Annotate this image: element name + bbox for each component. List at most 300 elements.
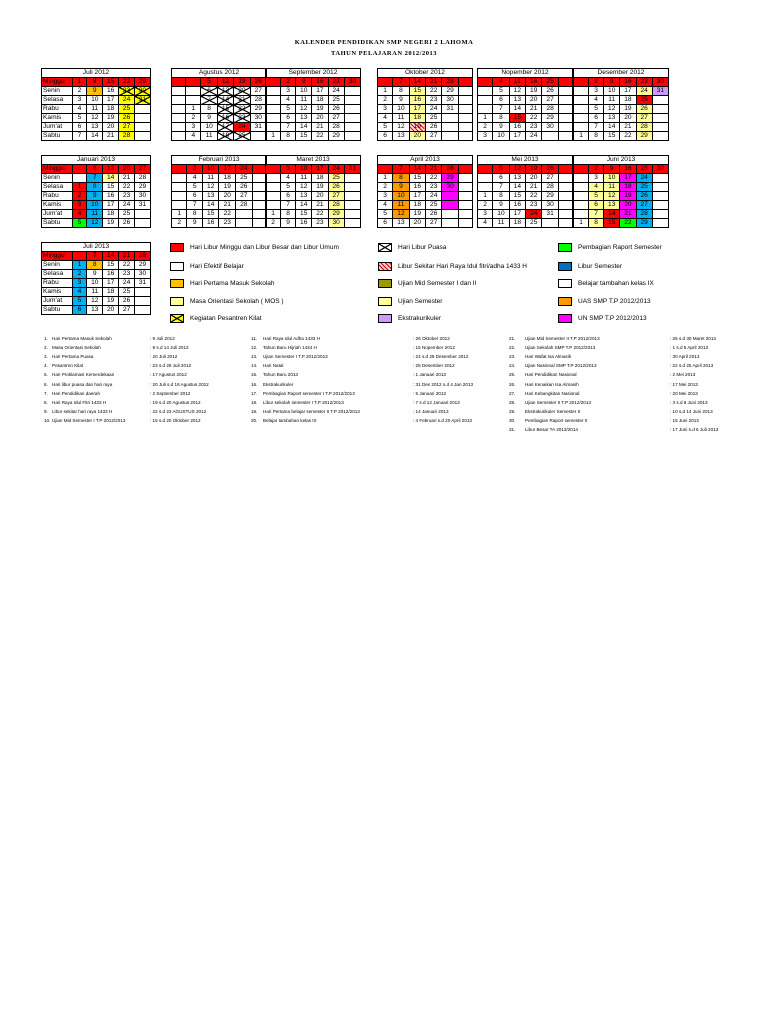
note-date: : 10 s.d 14 Juni 2013	[670, 408, 713, 414]
note-date: : 24 s.d 29 Desember 2012	[413, 354, 469, 360]
day-cell: 21	[526, 183, 542, 192]
day-cell: 30	[442, 96, 458, 105]
note-number: 30.	[509, 417, 516, 423]
day-cell: 2	[266, 219, 281, 228]
day-cell	[72, 174, 87, 183]
note-number: 8.	[44, 399, 48, 405]
day-cell: 26	[636, 192, 652, 201]
day-cell: 3	[589, 87, 604, 96]
day-cell: 4	[589, 183, 604, 192]
day-cell: 7	[393, 78, 409, 87]
weekday-label: Rabu	[42, 279, 73, 288]
day-cell: 13	[393, 132, 409, 141]
day-cell: 23	[312, 219, 328, 228]
note-number: 23.	[509, 354, 516, 360]
day-cell: 21	[103, 132, 119, 141]
month-calendar	[41, 68, 151, 141]
day-cell: 1	[266, 210, 281, 219]
day-cell: 12	[87, 114, 103, 123]
day-cell	[266, 114, 281, 123]
day-cell	[135, 105, 151, 114]
day-cell: 11	[604, 183, 620, 192]
day-cell: 4	[72, 210, 87, 219]
note-number: 28.	[509, 399, 516, 405]
note-number: 29.	[509, 408, 516, 414]
day-cell: 13	[217, 87, 233, 96]
day-cell: 11	[393, 201, 409, 210]
note-label: Hari Pertama Masuk Sekolah	[52, 336, 112, 341]
day-cell: 11	[87, 105, 103, 114]
day-cell: 21	[426, 78, 442, 87]
legend-label: Pembagian Raport Semester	[578, 244, 662, 251]
day-cell: 15	[103, 261, 119, 270]
note-label: Ujian Mid Semester I T.P 2012/2013	[52, 417, 126, 423]
day-cell: 5	[493, 165, 509, 174]
day-cell: 7	[493, 183, 509, 192]
day-cell: 6	[87, 165, 103, 174]
day-cell: 3	[589, 174, 604, 183]
day-cell: 1	[72, 183, 87, 192]
day-cell: 17	[217, 123, 233, 132]
day-cell: 24	[119, 279, 135, 288]
day-cell: 10	[393, 192, 409, 201]
day-cell: 9	[201, 114, 217, 123]
day-cell: 8	[87, 261, 103, 270]
day-cell: 29	[250, 105, 266, 114]
month-title: Maret 2013	[266, 156, 361, 165]
day-cell	[186, 96, 201, 105]
day-cell: 22	[119, 261, 135, 270]
day-cell: 13	[509, 174, 525, 183]
month-calendar	[377, 155, 473, 228]
month-calendar	[265, 155, 361, 228]
note-number: 2.	[44, 345, 48, 351]
day-cell	[344, 105, 360, 114]
legend-swatch	[558, 297, 572, 306]
day-cell: 26	[542, 165, 558, 174]
day-cell: 27	[542, 174, 558, 183]
day-cell: 29	[442, 174, 458, 183]
day-cell: 11	[393, 114, 409, 123]
legend-label: Hari Libur Minggu dan Libur Besar dan Libur Umum	[190, 244, 339, 251]
day-cell: 15	[103, 183, 119, 192]
day-cell: 31	[344, 165, 360, 174]
day-cell: 29	[542, 114, 558, 123]
month-title: Juli 2012	[42, 69, 151, 78]
day-cell: 18	[103, 210, 119, 219]
note-number: 31.	[509, 427, 516, 432]
day-cell: 18	[312, 96, 328, 105]
day-cell: 7	[201, 96, 217, 105]
day-cell	[266, 105, 281, 114]
day-cell: 18	[217, 132, 233, 141]
note-date: : 22 s.d 25 April 2013	[670, 363, 714, 369]
day-cell	[344, 132, 360, 141]
day-cell	[344, 87, 360, 96]
legend-label: Masa Orientasi Sekolah ( MOS )	[190, 298, 284, 305]
day-cell: 30	[135, 270, 151, 279]
day-cell: 19	[409, 123, 425, 132]
note-label: Hari Pendidikan daerah	[52, 390, 101, 396]
note-label: Masa Orientasi Sekolah	[52, 345, 101, 351]
day-cell: 10	[493, 132, 509, 141]
day-cell: 30	[250, 114, 266, 123]
day-cell	[172, 192, 187, 201]
day-cell: 3	[72, 96, 87, 105]
day-cell: 19	[103, 114, 119, 123]
day-cell: 10	[87, 96, 103, 105]
day-cell: 22	[312, 132, 328, 141]
day-cell: 20	[312, 114, 328, 123]
day-cell	[266, 123, 281, 132]
note-number: 4.	[44, 363, 48, 369]
day-cell: 12	[296, 105, 312, 114]
day-cell	[558, 165, 572, 174]
day-cell: 2	[589, 165, 604, 174]
day-cell: 17	[103, 279, 119, 288]
note-number: 1.	[44, 336, 48, 341]
day-cell: 14	[296, 201, 312, 210]
day-cell: 6	[378, 132, 393, 141]
month-title: April 2013	[378, 156, 473, 165]
day-cell: 24	[236, 165, 253, 174]
day-cell	[172, 114, 186, 123]
day-cell: 14	[604, 123, 620, 132]
day-cell: 9	[604, 78, 620, 87]
day-cell: 1	[72, 261, 87, 270]
weekday-label: Senin	[42, 174, 73, 183]
day-cell: 2	[72, 192, 87, 201]
day-cell: 16	[103, 87, 119, 96]
legend-swatch	[558, 262, 572, 271]
day-cell	[442, 219, 458, 228]
day-cell: 24	[636, 174, 652, 183]
day-cell: 5	[201, 78, 217, 87]
day-cell: 11	[296, 96, 312, 105]
day-cell: 31	[135, 96, 151, 105]
day-cell	[266, 78, 281, 87]
note-date: : 3 s.d 8 Juni 2013	[670, 399, 708, 405]
day-cell: 5	[493, 87, 509, 96]
day-cell	[442, 123, 458, 132]
weekday-label: Minggu	[42, 165, 73, 174]
day-cell	[344, 219, 360, 228]
day-cell: 22	[234, 105, 250, 114]
day-cell	[558, 123, 572, 132]
weekday-label: Selasa	[42, 96, 73, 105]
day-cell: 5	[72, 297, 87, 306]
note-number: 19.	[251, 408, 258, 414]
day-cell: 9	[493, 201, 509, 210]
day-cell: 19	[409, 210, 425, 219]
day-cell: 7	[281, 201, 296, 210]
day-cell: 13	[103, 165, 119, 174]
note-number: 3.	[44, 354, 48, 360]
day-cell: 16	[409, 96, 425, 105]
day-cell: 4	[493, 78, 509, 87]
day-cell	[266, 165, 281, 174]
day-cell: 30	[542, 123, 558, 132]
day-cell: 10	[87, 201, 103, 210]
note-number: 13.	[251, 354, 258, 360]
note-date: : 23 s.d 28 Juli 2012	[150, 363, 192, 369]
note-number: 9.	[44, 408, 48, 414]
day-cell: 13	[604, 114, 620, 123]
day-cell: 20	[312, 192, 328, 201]
day-cell	[266, 201, 281, 210]
day-cell	[172, 183, 187, 192]
day-cell: 11	[202, 174, 219, 183]
month-title: Januari 2013	[42, 156, 151, 165]
day-cell: 4	[72, 105, 87, 114]
legend-swatch	[378, 314, 392, 323]
day-cell: 10	[87, 279, 103, 288]
day-cell: 24	[526, 132, 542, 141]
day-cell: 3	[378, 105, 393, 114]
day-cell: 31	[542, 210, 558, 219]
note-label: Hari Pertama belajar semester II T.P 2012/2013	[263, 408, 360, 414]
day-cell: 27	[135, 165, 151, 174]
day-cell: 16	[409, 183, 425, 192]
note-date: : 15 s.d 20 Oktober 2012	[150, 417, 201, 423]
note-label: Ujian Mid Semester II T.P 2012/2013	[525, 336, 600, 341]
day-cell: 9	[281, 219, 296, 228]
day-cell: 12	[509, 87, 525, 96]
weekday-label: Senin	[42, 87, 73, 96]
day-cell: 14	[509, 183, 525, 192]
day-cell: 9	[87, 87, 103, 96]
day-cell: 18	[103, 105, 119, 114]
note-label: Ujian Semester II T.P 2012/2013	[525, 399, 591, 405]
day-cell: 9	[187, 219, 202, 228]
day-cell: 28	[328, 123, 344, 132]
day-cell: 28	[636, 123, 652, 132]
note-label: Hari Kenaikan Isa Almasih	[525, 381, 579, 387]
day-cell: 1	[478, 114, 493, 123]
day-cell: 13	[87, 123, 103, 132]
legend-label: Hari Efektif Belajar	[190, 263, 244, 270]
legend-swatch	[378, 279, 392, 288]
day-cell: 6	[378, 219, 393, 228]
day-cell: 25	[636, 183, 652, 192]
day-cell	[266, 174, 281, 183]
day-cell: 25	[526, 219, 542, 228]
legend-label: Belajar tambahan kelas IX	[578, 280, 654, 287]
day-cell: 15	[103, 78, 119, 87]
day-cell	[172, 105, 186, 114]
day-cell	[458, 114, 472, 123]
month-title: Februari 2013	[172, 156, 267, 165]
day-cell: 26	[119, 297, 135, 306]
day-cell	[574, 165, 589, 174]
day-cell	[135, 297, 151, 306]
weekday-label: Kamis	[42, 288, 73, 297]
day-cell	[652, 192, 668, 201]
day-cell: 27	[636, 114, 652, 123]
day-cell: 11	[87, 210, 103, 219]
day-cell: 2	[378, 96, 393, 105]
day-cell: 6	[72, 306, 87, 315]
day-cell: 22	[119, 183, 135, 192]
note-label: Libur sekitar hari raya 1433 H	[52, 408, 113, 414]
day-cell	[478, 78, 493, 87]
note-date: : 9 Juli 2012	[150, 336, 175, 341]
weekday-label: Jum'at	[42, 210, 73, 219]
day-cell: 25	[328, 96, 344, 105]
day-cell	[542, 132, 558, 141]
day-cell: 19	[219, 183, 236, 192]
day-cell: 12	[296, 183, 312, 192]
day-cell: 30	[135, 192, 151, 201]
weekday-label: Jum'at	[42, 123, 73, 132]
day-cell: 29	[135, 261, 151, 270]
day-cell: 23	[119, 192, 135, 201]
note-label: Tahun Baru 2013	[263, 372, 298, 378]
note-date: : 2 September 2012	[150, 390, 191, 396]
day-cell: 24	[426, 105, 442, 114]
note-label: Hari Kebangkitan Nasional	[525, 390, 580, 396]
day-cell: 6	[187, 192, 202, 201]
day-cell: 10	[393, 105, 409, 114]
day-cell	[574, 174, 589, 183]
day-cell	[172, 201, 187, 210]
legend-label: Hari Libur Puasa	[398, 244, 447, 251]
day-cell: 17	[312, 165, 328, 174]
day-cell	[442, 201, 458, 210]
month-calendar	[573, 155, 669, 228]
note-label: Ekstrakurikuler	[263, 381, 294, 387]
day-cell: 26	[250, 78, 266, 87]
day-cell	[442, 210, 458, 219]
day-cell	[344, 96, 360, 105]
day-cell: 6	[201, 87, 217, 96]
day-cell: 12	[217, 78, 233, 87]
day-cell: 14	[509, 105, 525, 114]
legend-label: Ujian Semester	[398, 298, 443, 305]
day-cell: 11	[201, 132, 217, 141]
note-date: : 26 Oktober 2012	[413, 336, 450, 341]
day-cell: 20	[526, 96, 542, 105]
day-cell: 26	[426, 123, 442, 132]
day-cell	[558, 183, 572, 192]
day-cell: 27	[328, 114, 344, 123]
day-cell	[344, 114, 360, 123]
day-cell: 23	[426, 183, 442, 192]
day-cell: 6	[493, 96, 509, 105]
note-number: 6.	[44, 381, 48, 387]
day-cell	[458, 192, 472, 201]
day-cell: 21	[219, 201, 236, 210]
month-title: Oktober 2012	[378, 69, 473, 78]
day-cell: 17	[312, 87, 328, 96]
day-cell: 18	[103, 288, 119, 297]
day-cell	[135, 123, 151, 132]
day-cell: 31	[652, 87, 668, 96]
day-cell	[558, 132, 572, 141]
day-cell	[558, 114, 572, 123]
day-cell: 23	[526, 123, 542, 132]
day-cell	[574, 192, 589, 201]
note-date: : 17 Juni s.d 6 Juli 2013	[670, 427, 719, 432]
day-cell: 25	[426, 201, 442, 210]
note-label: Hari Natal	[263, 363, 284, 369]
note-label: Ujian Nasional SMP T.P 2012/2013	[525, 363, 597, 369]
note-label: Hari Proklamasi Kemerdekaan	[52, 372, 115, 378]
day-cell	[652, 123, 668, 132]
day-cell: 10	[296, 165, 312, 174]
day-cell	[344, 123, 360, 132]
day-cell: 4	[72, 288, 87, 297]
day-cell: 20	[409, 219, 425, 228]
day-cell: 17	[620, 87, 636, 96]
day-cell: 8	[281, 132, 296, 141]
note-date: : 1 s.d 5 April 2013	[670, 345, 709, 351]
day-cell: 23	[636, 78, 652, 87]
day-cell: 28	[328, 201, 344, 210]
day-cell: 10	[604, 174, 620, 183]
month-title: Desember 2012	[574, 69, 669, 78]
day-cell: 5	[378, 210, 393, 219]
day-cell: 15	[217, 105, 233, 114]
day-cell	[458, 174, 472, 183]
day-cell: 5	[281, 183, 296, 192]
day-cell	[442, 192, 458, 201]
day-cell	[558, 192, 572, 201]
day-cell: 2	[478, 123, 493, 132]
calendar-title: KALENDER PENDIDIKAN SMP NEGERI 2 LAHOMA	[294, 39, 474, 46]
month-title: Juni 2013	[574, 156, 669, 165]
day-cell: 27	[119, 123, 135, 132]
day-cell	[458, 210, 472, 219]
day-cell: 10	[604, 87, 620, 96]
legend-label: UN SMP T.P 2012/2013	[578, 315, 647, 322]
day-cell: 19	[526, 87, 542, 96]
day-cell: 8	[493, 114, 509, 123]
day-cell: 15	[202, 210, 219, 219]
day-cell: 19	[526, 165, 542, 174]
day-cell: 31	[135, 279, 151, 288]
day-cell	[558, 96, 572, 105]
day-cell: 26	[328, 183, 344, 192]
day-cell: 2	[72, 270, 87, 279]
day-cell: 4	[478, 219, 493, 228]
month-title: Nopember 2012	[478, 69, 573, 78]
day-cell: 29	[328, 210, 344, 219]
month-calendar	[377, 68, 473, 141]
day-cell	[652, 114, 668, 123]
day-cell	[172, 165, 187, 174]
day-cell: 2	[186, 114, 201, 123]
day-cell: 1	[574, 132, 589, 141]
day-cell: 27	[250, 87, 266, 96]
day-cell: 27	[426, 219, 442, 228]
day-cell: 22	[526, 114, 542, 123]
day-cell: 2	[72, 87, 87, 96]
day-cell: 30	[652, 78, 668, 87]
note-date: : 19 s.d 20 Agustus 2012	[150, 399, 201, 405]
day-cell: 28	[542, 183, 558, 192]
note-date: : 14 Januari 2013	[413, 408, 449, 414]
day-cell: 1	[172, 210, 187, 219]
legend-label: Hari Pertama Masuk Sekolah	[190, 280, 275, 287]
weekday-label: Sabtu	[42, 306, 73, 315]
day-cell	[72, 252, 87, 261]
day-cell: 13	[296, 114, 312, 123]
day-cell: 10	[201, 123, 217, 132]
note-number: 16.	[251, 381, 258, 387]
day-cell: 13	[393, 219, 409, 228]
day-cell: 2	[281, 78, 296, 87]
